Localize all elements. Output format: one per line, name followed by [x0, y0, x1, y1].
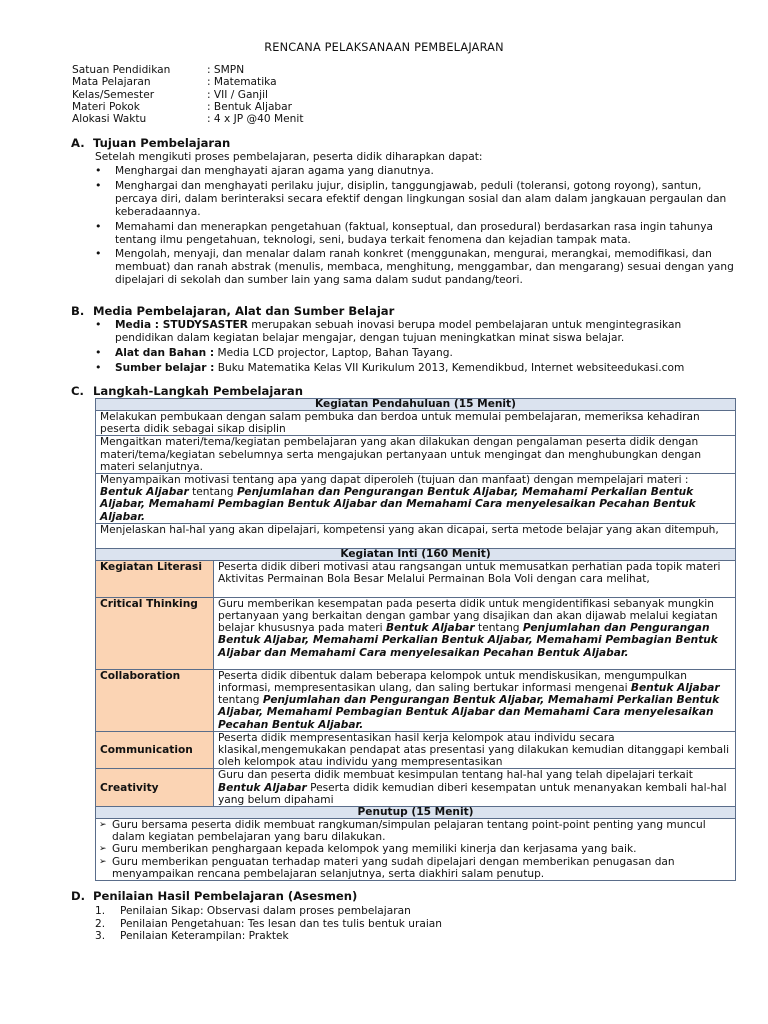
section-b-heading [71, 304, 394, 318]
section-number: D. [71, 889, 86, 903]
table-row [96, 597, 736, 669]
table-row [96, 669, 736, 731]
table-row [96, 769, 736, 807]
table-row [96, 819, 736, 881]
section-title: Langkah-Langkah Pembelajaran [93, 384, 303, 398]
penutup-content [96, 819, 736, 881]
closing-item: ➢ Guru memberikan penghargaan kepada kelompok yang memiliki kinerja dan kerjasama yang baik. [100, 843, 731, 855]
list-item [95, 918, 442, 931]
list-item: • Menghargai dan menghayati ajaran agama yang dianutnya. [95, 165, 735, 178]
identity-key: Alokasi Waktu [72, 113, 147, 126]
list-item [95, 930, 442, 943]
item-text: Penilaian Pengetahuan: Tes lesan dan tes tulis bentuk uraian [120, 917, 443, 930]
step-text: tentang [218, 694, 263, 707]
identity-value: : Bentuk Aljabar [207, 100, 293, 113]
step-text: Peserta didik diberi motivasi atau rangsangan untuk memusatkan perhatian pada topik materi [218, 560, 721, 573]
identity-value: : 4 x JP @40 Menit [207, 113, 304, 126]
learning-steps-table [95, 398, 736, 881]
list-item [95, 905, 442, 918]
pendahuluan-step: Menjelaskan hal-hal yang akan dipelajari, kompetensi yang akan dicapai, serta metode belajar yang akan ditempuh, [96, 523, 736, 548]
communication-label: Communication [96, 731, 214, 769]
section-number: A. [71, 136, 85, 150]
item-number: 3. [95, 930, 106, 942]
item-number: 1. [95, 905, 106, 917]
creativity-label: Creativity [96, 769, 214, 807]
step-text: Aktivitas Permainan Bola Besar Melalui Permainan Bola Voli dengan cara melihat, [218, 573, 650, 586]
identity-row [72, 76, 303, 88]
identity-key: Materi Pokok [72, 100, 140, 113]
source-label: Sumber belajar : [115, 361, 215, 374]
collaboration-label: Collaboration [96, 669, 214, 731]
identity-row [72, 64, 303, 76]
step-text: tentang [474, 622, 523, 635]
source-text: Buku Matematika Kelas VII Kurikulum 2013, Kemendikbud, Internet websiteedukasi.com [214, 361, 685, 374]
step-emphasis: Penjumlahan dan Pengurangan Bentuk Aljabar, Memahami Perkalian Bentuk Aljabar, Memahami Pembagian Bentuk Aljabar dan Memahami Cara menyelesaikan Pecahan Bentuk Aljabar. [100, 486, 696, 523]
identity-block [72, 64, 303, 125]
item-text: Penilaian Keterampilan: Praktek [120, 930, 289, 942]
step-emphasis: Bentuk Aljabar [630, 682, 720, 695]
section-number: B. [71, 304, 85, 318]
step-emphasis: Bentuk Aljabar [385, 622, 475, 635]
section-a-heading [71, 136, 230, 150]
closing-item: ➢ Guru memberikan penguatan terhadap materi yang sudah dipelajari dengan memberikan penugasan dan menyampaikan rencana pembelajaran selanjutnya, serta diakhiri salam penutup. [100, 856, 731, 880]
identity-value: : VII / Ganjil [207, 88, 268, 101]
section-title: Tujuan Pembelajaran [93, 136, 231, 150]
critical-thinking-label: Critical Thinking [96, 597, 214, 669]
tools-text: Media LCD projector, Laptop, Bahan Tayang. [214, 346, 453, 359]
identity-key: Satuan Pendidikan [72, 64, 171, 76]
closing-item: ➢ Guru bersama peserta didik membuat rangkuman/simpulan pelajaran tentang point-point penting yang muncul dalam kegiatan pembelajaran yang baru dilakukan. [100, 819, 731, 843]
step-emphasis: Bentuk Aljabar [100, 486, 189, 499]
step-emphasis: Bentuk Aljabar [218, 781, 307, 794]
penutup-header: Penutup (15 Menit) [96, 807, 736, 819]
inti-header: Kegiatan Inti (160 Menit) [96, 548, 736, 560]
table-row [96, 807, 736, 819]
section-title: Penilaian Hasil Pembelajaran (Asesmen) [93, 889, 358, 903]
step-text: Peserta didik kemudian diberi kesempatan untuk menanyakan kembali hal-hal yang belum dipahami [218, 781, 727, 806]
list-item [95, 319, 735, 345]
pendahuluan-header: Kegiatan Pendahuluan (15 Menit) [96, 399, 736, 411]
step-text: Menyampaikan motivasi tentang apa yang dapat diperoleh (tujuan dan manfaat) dengan mempelajari materi : [100, 474, 689, 487]
section-d-heading [71, 889, 357, 903]
table-row [96, 731, 736, 769]
section-number: C. [71, 384, 84, 398]
tools-label: Alat dan Bahan : [115, 346, 215, 359]
step-emphasis: Penjumlahan dan Pengurangan Bentuk Aljabar, Memahami Perkalian Bentuk Aljabar, Memahami Pembagian Bentuk Aljabar dan Memahami Cara menyelesaikan Pecahan Bentuk Aljabar. [218, 694, 720, 731]
step-text: Guru dan peserta didik membuat kesimpulan tentang hal-hal yang telah dipelajari terkait [218, 769, 693, 782]
identity-value: : SMPN [207, 64, 245, 76]
table-row [96, 548, 736, 560]
assessment-list [95, 905, 442, 943]
step-text: tentang [188, 486, 237, 499]
objectives-list [95, 165, 735, 289]
media-list [95, 319, 735, 377]
identity-value: : Matematika [207, 76, 277, 89]
media-label: Media : STUDYSASTER [115, 319, 248, 331]
identity-key: Kelas/Semester [72, 88, 155, 101]
creativity-content [214, 769, 736, 807]
critical-thinking-content [214, 597, 736, 669]
pendahuluan-step: Mengaitkan materi/tema/kegiatan pembelajaran yang akan dilakukan dengan pengalaman peserta didik dengan materi/tema/kegiatan sebelumnya serta mengajukan pertanyaan untuk mengingat dan menghubungkan dengan materi selanjutnya. [96, 436, 736, 474]
identity-key: Mata Pelajaran [72, 76, 151, 89]
table-row [96, 560, 736, 597]
section-c-heading [71, 384, 303, 398]
collaboration-content [214, 669, 736, 731]
literasi-content [214, 560, 736, 597]
table-row [96, 523, 736, 548]
media-text: merupakan sebuah inovasi berupa model pembelajaran untuk mengintegrasikan pendidikan dalam kegiatan belajar mengajar, dengan tujuan meningkatkan minat siswa belajar. [115, 319, 682, 344]
item-text: Penilaian Sikap: Observasi dalam proses pembelajaran [120, 905, 411, 917]
table-row [96, 474, 736, 524]
pendahuluan-step: Melakukan pembukaan dengan salam pembuka dan berdoa untuk memulai pembelajaran, memeriksa kehadiran peserta didik sebagai sikap disiplin [96, 411, 736, 436]
step-text: Peserta didik dibentuk dalam beberapa kelompok untuk mendiskusikan, mengumpulkan informasi, mempresentasikan ulang, dan saling bertukar informasi mengenai [218, 669, 688, 695]
table-row [96, 436, 736, 474]
pendahuluan-step [96, 474, 736, 524]
step-text: Guru memberikan kesempatan pada peserta didik untuk mengidentifikasi sebanyak mungkin pertanyaan yang berkaitan dengan gambar yang disajikan dan akan dijawab melalui kegiatan belajar khususnya pada materi [218, 597, 718, 635]
identity-row [72, 113, 303, 125]
table-row [96, 411, 736, 436]
list-item: • Memahami dan menerapkan pengetahuan (faktual, konseptual, dan prosedural) berdasarkan rasa ingin tahunya tentang ilmu pengetahuan, teknologi, seni, budaya terkait fenomena dan kejadian tampak mata. [95, 221, 735, 247]
step-emphasis: Penjumlahan dan Pengurangan Bentuk Aljabar, Memahami Perkalian Bentuk Aljabar, Memahami Pembagian Bentuk Aljabar dan Memahami Cara menyelesaikan Pecahan Bentuk Aljabar. [218, 622, 718, 659]
document-title: RENCANA PELAKSANAAN PEMBELAJARAN [264, 41, 504, 54]
section-title: Media Pembelajaran, Alat dan Sumber Belajar [93, 304, 395, 318]
section-a-intro: Setelah mengikuti proses pembelajaran, peserta didik diharapkan dapat: [95, 151, 483, 163]
list-item [95, 362, 735, 375]
communication-content: Peserta didik mempresentasikan hasil kerja kelompok atau individu secara klasikal,mengemukakan pendapat atas presentasi yang dilakukan kemudian ditanggapi kembali oleh kelompok atau individu yang mempresentasikan [214, 731, 736, 769]
table-row [96, 399, 736, 411]
list-item: • Mengolah, menyaji, dan menalar dalam ranah konkret (menggunakan, mengurai, merangkai, memodifikasi, dan membuat) dan ranah abstrak (menulis, membaca, menghitung, menggambar, dan mengarang) sesuai dengan yang dipelajari di sekolah dan sumber lain yang sama dalam sudut pandang/teori. [95, 248, 735, 287]
list-item [95, 347, 735, 360]
identity-row [72, 101, 303, 113]
item-number: 2. [95, 917, 106, 930]
list-item: • Menghargai dan menghayati perilaku jujur, disiplin, tanggungjawab, peduli (toleransi, gotong royong), santun, percaya diri, dalam berinteraksi secara efektif dengan lingkungan sosial dan alam dalam jangkauan pergaulan dan keberadaannya. [95, 180, 735, 219]
literasi-label: Kegiatan Literasi [96, 560, 214, 597]
identity-row [72, 89, 303, 101]
